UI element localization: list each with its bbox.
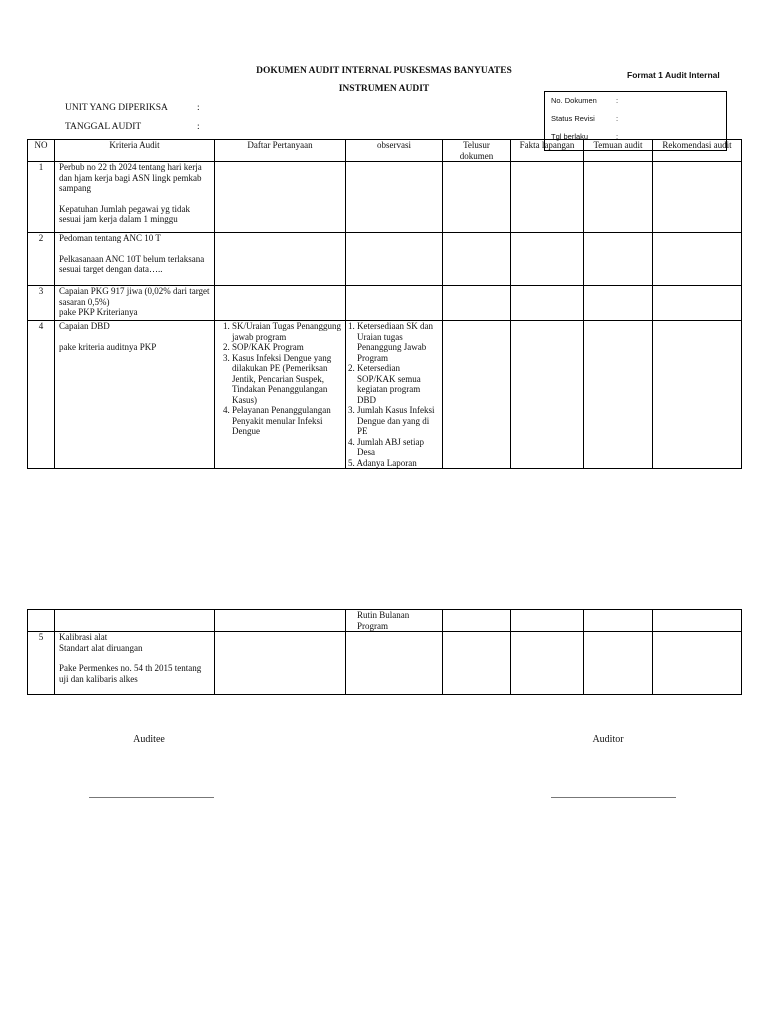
list-item: 4. Pelayanan Penanggulangan Penyakit menular Infeksi Dengue — [232, 405, 341, 437]
observasi-cell — [346, 233, 443, 286]
table-row — [28, 162, 742, 233]
tgl-berlaku-colon: : — [616, 132, 619, 141]
format-label: Format 1 Audit Internal — [627, 70, 720, 80]
temuan-cell — [584, 286, 653, 321]
kriteria-text: Kalibrasi alat — [59, 632, 108, 642]
tanggal-label: TANGGAL AUDIT — [65, 122, 142, 132]
temuan-cell — [584, 233, 653, 286]
row-number — [28, 610, 55, 632]
kriteria-note: pake kriteria auditnya PKP — [59, 341, 157, 352]
kriteria-text-2: Standart alat diruangan — [59, 642, 143, 653]
tanggal-colon: : — [197, 122, 200, 132]
list-item: 2. SOP/KAK Program — [232, 342, 341, 353]
table-row — [28, 321, 742, 469]
kriteria-text: Capaian DBD — [59, 321, 110, 331]
document-subtitle: INSTRUMEN AUDIT — [338, 84, 430, 94]
telusur-cell — [443, 162, 511, 233]
telusur-cell — [443, 632, 511, 695]
list-item: 2. Ketersedian SOP/KAK semua kegiatan program DBD — [348, 363, 421, 405]
row-number: 2 — [28, 233, 55, 286]
auditor-label: Auditor — [592, 734, 624, 745]
kriteria-note: Kepatuhan Jumlah pegawai yg tidak sesuai jam kerja dalam 1 minggu — [59, 203, 190, 224]
list-item: 5. Adanya Laporan — [348, 457, 417, 468]
observasi-cell — [346, 286, 443, 321]
row-number: 4 — [28, 321, 55, 469]
status-revisi-label: Status Revisi — [551, 114, 595, 123]
status-revisi-colon: : — [616, 114, 619, 123]
list-item: 4. Jumlah ABJ setiap Desa — [348, 436, 424, 457]
rekomendasi-cell — [653, 321, 742, 469]
kriteria-note: Pake Permenkes no. 54 th 2015 tentang uji dan kalibaris alkes — [59, 663, 202, 684]
kriteria-cell — [55, 162, 215, 233]
row-number: 1 — [28, 162, 55, 233]
daftar-cell — [215, 321, 346, 469]
fakta-cell — [511, 321, 584, 469]
audit-table — [27, 139, 742, 469]
header-temuan: Temuan audit — [584, 140, 653, 162]
temuan-cell — [584, 321, 653, 469]
table-row — [28, 233, 742, 286]
kriteria-note: pake PKP Kriterianya — [59, 307, 138, 317]
telusur-cell — [443, 321, 511, 469]
kriteria-cell — [55, 286, 215, 321]
fakta-cell — [511, 286, 584, 321]
rekomendasi-cell — [653, 162, 742, 233]
auditor-signature-line — [551, 797, 676, 798]
daftar-cell — [215, 286, 346, 321]
daftar-list — [217, 321, 341, 437]
no-dokumen-label: No. Dokumen — [551, 96, 597, 105]
observasi-list — [348, 321, 440, 468]
row-number: 5 — [28, 632, 55, 695]
tgl-berlaku-label: Tgl berlaku — [551, 132, 589, 141]
kriteria-text: Capaian PKG 917 jiwa (0,02% dari target sasaran 0,5%) — [59, 286, 210, 307]
auditee-label: Auditee — [133, 734, 165, 745]
telusur-cell — [443, 286, 511, 321]
kriteria-text: Pedoman tentang ANC 10 T — [59, 233, 161, 243]
observasi-cell — [346, 162, 443, 233]
header-rekomendasi: Rekomendasi audit — [653, 140, 742, 162]
temuan-cell — [584, 162, 653, 233]
unit-colon: : — [197, 103, 200, 113]
rekomendasi-cell — [653, 632, 742, 695]
unit-label: UNIT YANG DIPERIKSA — [65, 103, 168, 113]
table-row — [28, 610, 742, 632]
header-observasi: observasi — [346, 140, 443, 162]
header-kriteria: Kriteria Audit — [55, 140, 215, 162]
fakta-cell — [511, 610, 584, 632]
list-item: 1. Ketersediaan SK dan Uraian tugas Penanggung Jawab Program — [348, 321, 433, 363]
list-item: 3. Kasus Infeksi Dengue yang dilakukan PE (Pemeriksan Jentik, Pencarian Suspek, Tindakan Penanggulangan Kasus) — [232, 353, 341, 406]
table-header-row — [28, 140, 742, 162]
header-fakta: Fakta lapangan — [511, 140, 584, 162]
audit-table-continuation — [27, 609, 742, 695]
daftar-cell — [215, 162, 346, 233]
document-title: DOKUMEN AUDIT INTERNAL PUSKESMAS BANYUATES — [256, 66, 512, 76]
observasi-cell — [346, 632, 443, 695]
table-row — [28, 632, 742, 695]
auditee-signature-line — [89, 797, 214, 798]
header-daftar: Daftar Pertanyaan — [215, 140, 346, 162]
kriteria-text: Perbub no 22 th 2024 tentang hari kerja dan hjam kerja bagi ASN lingk pemkab sampang — [59, 162, 202, 193]
table-row — [28, 286, 742, 321]
row-number: 3 — [28, 286, 55, 321]
header-telusur: Telusur dokumen — [443, 140, 511, 162]
fakta-cell — [511, 233, 584, 286]
fakta-cell — [511, 162, 584, 233]
no-dokumen-colon: : — [616, 96, 619, 105]
temuan-cell — [584, 610, 653, 632]
header-no: NO — [28, 140, 55, 162]
kriteria-cell — [55, 610, 215, 632]
telusur-cell — [443, 610, 511, 632]
kriteria-note: Pelkasanaan ANC 10T belum terlaksana sesuai target dengan data….. — [59, 253, 205, 274]
fakta-cell — [511, 632, 584, 695]
observasi-cell: Rutin Bulanan Program — [346, 610, 443, 632]
rekomendasi-cell — [653, 610, 742, 632]
kriteria-cell — [55, 632, 215, 695]
daftar-cell — [215, 632, 346, 695]
list-item: 3. Jumlah Kasus Infeksi Dengue dan yang di PE — [348, 405, 435, 436]
telusur-cell — [443, 233, 511, 286]
observasi-cell — [346, 321, 443, 469]
daftar-cell — [215, 233, 346, 286]
rekomendasi-cell — [653, 286, 742, 321]
rekomendasi-cell — [653, 233, 742, 286]
kriteria-cell — [55, 321, 215, 469]
list-item: 1. SK/Uraian Tugas Penanggung jawab program — [232, 321, 341, 342]
kriteria-cell — [55, 233, 215, 286]
temuan-cell — [584, 632, 653, 695]
daftar-cell — [215, 610, 346, 632]
